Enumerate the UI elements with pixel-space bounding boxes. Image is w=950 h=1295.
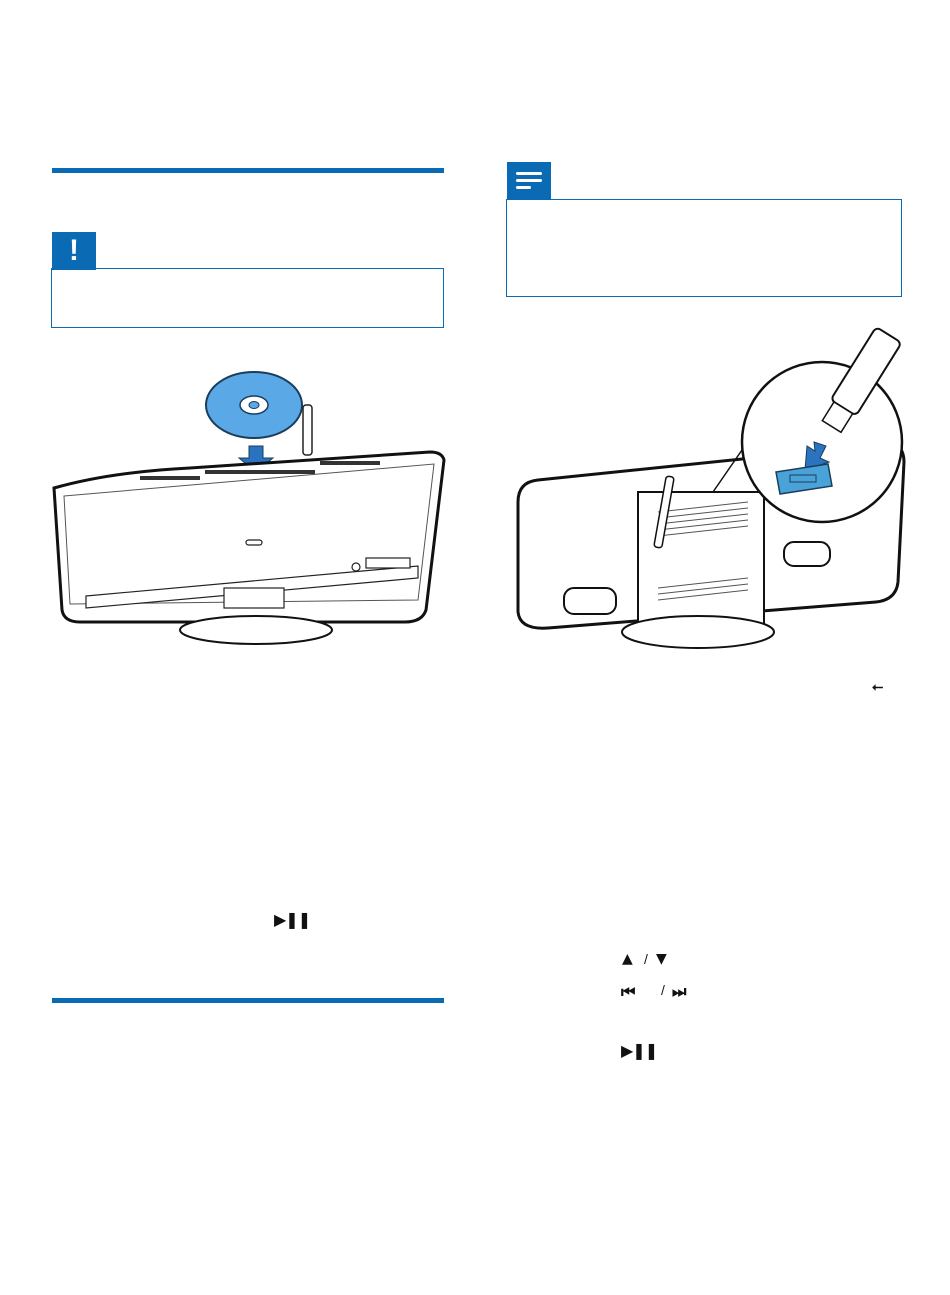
exclamation-icon: ! — [69, 234, 79, 267]
play-pause-symbol-right: ▶❚❚ — [621, 1041, 658, 1060]
section-rule-top-left — [52, 168, 444, 173]
down-arrow-symbol: ▼ — [656, 951, 667, 967]
note-box — [506, 199, 902, 297]
previous-track-symbol: ⏮ — [621, 982, 636, 1001]
note-icon — [514, 170, 544, 192]
section-rule-bottom-left — [52, 998, 444, 1003]
caution-box — [51, 268, 444, 328]
caution-tab — [52, 232, 96, 270]
cd-insert-illustration — [50, 360, 450, 660]
play-pause-symbol-left: ▶❚❚ — [274, 910, 311, 929]
note-tab — [507, 162, 551, 200]
usb-insert-illustration — [508, 332, 908, 662]
up-arrow-symbol: ▲ — [622, 951, 633, 967]
next-track-symbol: ⏭ — [672, 982, 687, 1001]
usb-symbol-icon: ⭠ — [872, 679, 884, 695]
